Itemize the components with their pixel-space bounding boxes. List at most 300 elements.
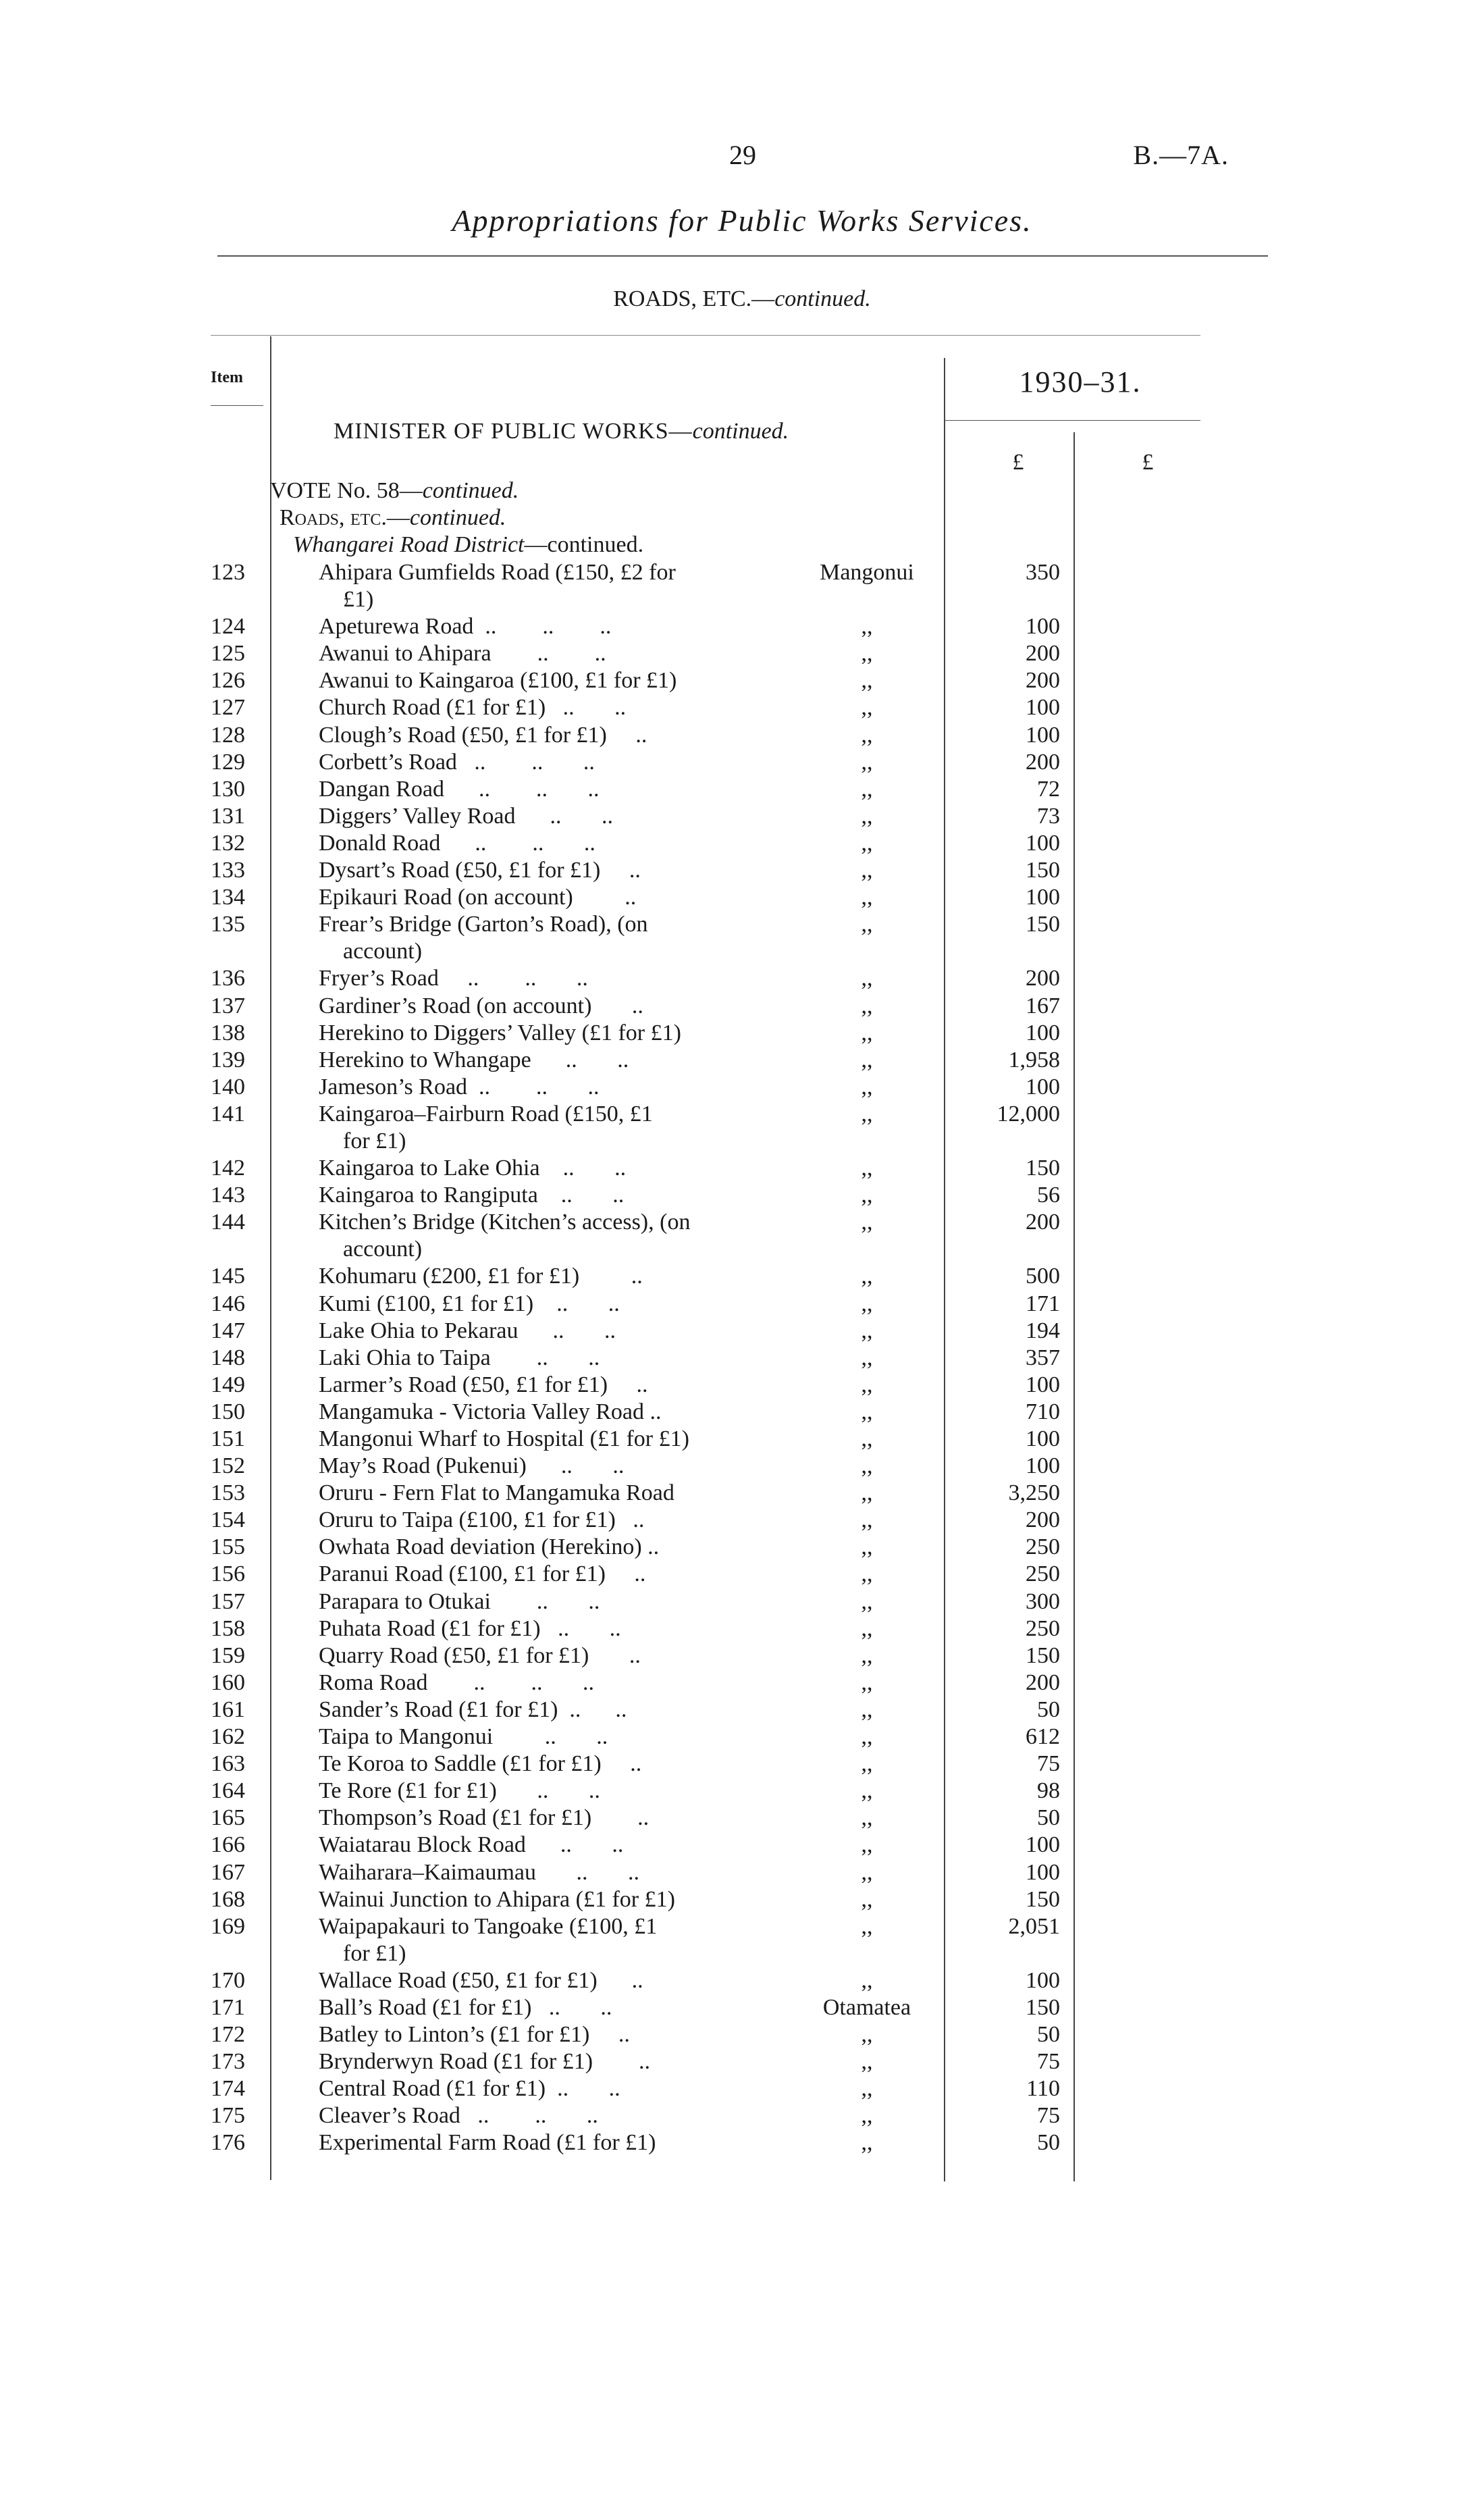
pound-header-1: £ <box>1012 450 1024 475</box>
item-district: ,, <box>861 1805 873 1831</box>
item-district: ,, <box>861 1615 873 1641</box>
item-description-line: Kaingaroa to Rangiputa .. .. <box>319 1183 625 1208</box>
item-amount: 100 <box>1026 695 1060 721</box>
item-district: ,, <box>861 1967 873 1993</box>
item-district: ,, <box>861 1183 873 1208</box>
item-description-continuation: £1) <box>343 587 374 613</box>
item-number: 152 <box>211 1453 245 1479</box>
item-amount: 150 <box>1026 1994 1060 2020</box>
item-description <box>319 1318 766 1345</box>
table-row <box>0 1994 1484 2021</box>
item-description <box>319 857 766 884</box>
item-header-rule <box>211 405 263 406</box>
item-description-line: Larmer’s Road (£50, £1 for £1) .. <box>319 1372 648 1397</box>
item-number: 162 <box>211 1724 245 1750</box>
item-district: ,, <box>861 2076 873 2102</box>
item-amount: 75 <box>1037 1751 1060 1777</box>
item-description <box>319 1724 766 1751</box>
table-row <box>0 1263 1484 1290</box>
item-district: ,, <box>861 695 873 721</box>
table-row <box>0 1669 1484 1696</box>
table-row <box>0 1453 1484 1480</box>
item-amount: 150 <box>1026 1156 1060 1181</box>
item-description <box>319 1615 766 1642</box>
item-district: ,, <box>861 1399 873 1424</box>
item-district: ,, <box>861 912 873 937</box>
item-description <box>319 1886 766 1913</box>
item-district: ,, <box>861 803 873 829</box>
item-amount: 75 <box>1037 2103 1060 2129</box>
item-description-continuation: account) <box>343 1237 423 1262</box>
table-row <box>0 1805 1484 1832</box>
item-number: 155 <box>211 1534 245 1560</box>
item-description <box>319 1778 766 1805</box>
table-row <box>0 1047 1484 1074</box>
item-description-line: Laki Ohia to Taipa .. .. <box>319 1345 600 1370</box>
item-district: ,, <box>861 641 873 667</box>
ministry-italic: continued. <box>692 419 789 444</box>
item-description-line: Kohumaru (£200, £1 for £1) .. <box>319 1264 643 1289</box>
items-list <box>0 559 1484 2157</box>
item-number: 159 <box>211 1642 245 1668</box>
item-number: 149 <box>211 1372 245 1397</box>
item-number: 132 <box>211 830 245 856</box>
table-row <box>0 559 1484 613</box>
item-description-line: Church Road (£1 for £1) .. .. <box>319 695 627 721</box>
item-description-line: Herekino to Whangape .. .. <box>319 1047 629 1072</box>
item-description-line: Batley to Linton’s (£1 for £1) .. <box>319 2022 630 2048</box>
item-amount: 150 <box>1026 912 1060 937</box>
item-amount: 200 <box>1026 641 1060 667</box>
item-description <box>319 1832 766 1859</box>
item-number: 138 <box>211 1020 245 1045</box>
item-description-line: Awanui to Kaingaroa (£100, £1 for £1) <box>319 668 677 694</box>
item-description-line: Kaingaroa to Lake Ohia .. .. <box>319 1156 627 1181</box>
item-description-line: Waiatarau Block Road .. .. <box>319 1832 624 1858</box>
item-district: ,, <box>861 1534 873 1560</box>
item-amount: 167 <box>1026 993 1060 1018</box>
table-row <box>0 993 1484 1020</box>
item-number: 168 <box>211 1886 245 1912</box>
item-number: 148 <box>211 1345 245 1370</box>
item-amount: 250 <box>1026 1534 1060 1560</box>
item-description <box>319 2102 766 2129</box>
section-title <box>0 286 1484 312</box>
item-description-line: Wallace Road (£50, £1 for £1) .. <box>319 1967 643 1993</box>
item-district: ,, <box>861 1724 873 1750</box>
item-amount: 50 <box>1037 1805 1060 1831</box>
item-district: ,, <box>861 1588 873 1614</box>
section-title-main: ROADS, ETC.— <box>613 286 775 311</box>
item-amount: 357 <box>1026 1345 1060 1370</box>
item-description <box>319 1480 766 1507</box>
item-description-line: Puhata Road (£1 for £1) .. .. <box>319 1615 621 1641</box>
item-amount: 75 <box>1037 2049 1060 2075</box>
item-district: ,, <box>861 1291 873 1316</box>
item-description <box>319 1534 766 1561</box>
item-district: ,, <box>861 1669 873 1695</box>
item-district: ,, <box>861 1453 873 1479</box>
item-number: 165 <box>211 1805 245 1831</box>
item-description-line: Paranui Road (£100, £1 for £1) .. <box>319 1561 646 1587</box>
table-row <box>0 1507 1484 1534</box>
item-description-line: Ahipara Gumfields Road (£150, £2 for <box>319 560 676 585</box>
item-amount: 150 <box>1026 1642 1060 1668</box>
item-district: ,, <box>861 858 873 883</box>
item-description <box>319 911 766 965</box>
item-number: 135 <box>211 912 245 937</box>
item-district: ,, <box>861 1101 873 1126</box>
item-number: 151 <box>211 1426 245 1451</box>
item-description-line: Waiharara–Kaimaumau .. .. <box>319 1859 639 1885</box>
district-italic: Whangarei Road District <box>293 532 525 557</box>
item-amount: 500 <box>1026 1264 1060 1289</box>
item-description <box>319 1182 766 1209</box>
year-header: 1930–31. <box>1019 365 1142 398</box>
item-amount: 110 <box>1026 2076 1060 2102</box>
item-description-line: Apeturewa Road .. .. .. <box>319 614 612 640</box>
table-row <box>0 803 1484 830</box>
item-district: ,, <box>861 885 873 910</box>
table-row <box>0 1967 1484 1994</box>
item-district: ,, <box>861 1832 873 1858</box>
table-row <box>0 667 1484 694</box>
item-number: 124 <box>211 614 245 640</box>
item-amount: 100 <box>1026 1967 1060 1993</box>
item-description-line: Wainui Junction to Ahipara (£1 for £1) <box>319 1886 675 1912</box>
item-district: ,, <box>861 668 873 694</box>
item-district: Otamatea <box>822 1994 911 2020</box>
roads-heading <box>280 505 506 531</box>
item-amount: 612 <box>1026 1724 1060 1750</box>
item-description <box>319 776 766 803</box>
item-amount: 50 <box>1037 2022 1060 2048</box>
item-description-line: Mangonui Wharf to Hospital (£1 for £1) <box>319 1426 689 1451</box>
table-row <box>0 884 1484 911</box>
table-top-rule <box>211 335 1200 336</box>
district-rest: —continued. <box>524 532 644 557</box>
item-description-line: Te Rore (£1 for £1) .. .. <box>319 1778 600 1804</box>
item-number: 176 <box>211 2130 245 2156</box>
item-district: ,, <box>861 776 873 802</box>
item-description <box>319 1751 766 1778</box>
item-amount: 350 <box>1026 560 1060 585</box>
item-amount: 50 <box>1037 1696 1060 1722</box>
table-row <box>0 1886 1484 1913</box>
item-description-line: Gardiner’s Road (on account) .. <box>319 993 643 1018</box>
vote-italic: continued. <box>422 478 519 503</box>
item-description <box>319 884 766 911</box>
item-district: ,, <box>861 2049 873 2075</box>
item-district: ,, <box>861 614 873 640</box>
item-amount: 73 <box>1037 803 1060 829</box>
table-row <box>0 613 1484 640</box>
item-amount: 100 <box>1026 722 1060 748</box>
item-description-continuation: for £1) <box>343 1128 406 1154</box>
item-description <box>319 1155 766 1182</box>
table-row <box>0 722 1484 749</box>
item-description <box>319 830 766 857</box>
item-description <box>319 1696 766 1724</box>
table-row <box>0 1291 1484 1318</box>
item-description-line: Central Road (£1 for £1) .. .. <box>319 2076 620 2102</box>
item-description <box>319 559 766 613</box>
item-district: ,, <box>861 2130 873 2156</box>
item-description-line: Lake Ohia to Pekarau .. .. <box>319 1318 616 1343</box>
item-description-line: Parapara to Otukai .. .. <box>319 1588 600 1614</box>
item-number: 175 <box>211 2103 245 2129</box>
item-number: 145 <box>211 1264 245 1289</box>
item-number: 127 <box>211 695 245 721</box>
item-district: ,, <box>861 1345 873 1370</box>
item-number: 123 <box>211 560 245 585</box>
item-amount: 150 <box>1026 858 1060 883</box>
item-amount: 200 <box>1026 966 1060 991</box>
vote-main: VOTE No. 58— <box>270 478 423 503</box>
item-district: ,, <box>861 1913 873 1939</box>
item-number: 171 <box>211 1994 245 2020</box>
item-number: 141 <box>211 1101 245 1126</box>
item-description <box>319 1291 766 1318</box>
item-number: 154 <box>211 1507 245 1533</box>
table-row <box>0 2075 1484 2102</box>
page-title: Appropriations for Public Works Services. <box>452 203 1032 238</box>
item-amount: 100 <box>1026 614 1060 640</box>
item-description-line: Epikauri Road (on account) .. <box>319 885 637 910</box>
table-row <box>0 2129 1484 2156</box>
item-district: ,, <box>861 1642 873 1668</box>
table-row <box>0 965 1484 992</box>
item-district: ,, <box>861 830 873 856</box>
item-description-line: Thompson’s Road (£1 for £1) .. <box>319 1805 650 1831</box>
table-row <box>0 2102 1484 2129</box>
item-district: ,, <box>861 1156 873 1181</box>
table-row <box>0 1642 1484 1669</box>
item-description <box>319 694 766 721</box>
item-description-line: Clough’s Road (£50, £1 for £1) .. <box>319 722 647 748</box>
item-amount: 100 <box>1026 1453 1060 1479</box>
item-amount: 250 <box>1026 1561 1060 1587</box>
table-row <box>0 1101 1484 1155</box>
item-amount: 100 <box>1026 1859 1060 1885</box>
item-district: ,, <box>861 1047 873 1072</box>
table-row <box>0 2021 1484 2048</box>
item-description <box>319 1994 766 2021</box>
item-description <box>319 993 766 1020</box>
item-number: 158 <box>211 1615 245 1641</box>
item-number: 136 <box>211 966 245 991</box>
item-district: ,, <box>861 1696 873 1722</box>
item-description <box>319 1453 766 1480</box>
item-description-line: Kaingaroa–Fairburn Road (£150, £1 <box>319 1101 653 1126</box>
item-header: Item <box>211 369 243 386</box>
item-number: 173 <box>211 2049 245 2075</box>
table-row <box>0 1561 1484 1588</box>
item-number: 153 <box>211 1480 245 1506</box>
item-district: ,, <box>861 1561 873 1587</box>
item-description-line: Brynderwyn Road (£1 for £1) .. <box>319 2049 651 2075</box>
item-number: 128 <box>211 722 245 748</box>
item-description-line: Dangan Road .. .. .. <box>319 776 600 802</box>
table-row <box>0 776 1484 803</box>
item-description-line: Sander’s Road (£1 for £1) .. .. <box>319 1696 627 1722</box>
table-row <box>0 1724 1484 1751</box>
item-description-line: Oruru - Fern Flat to Mangamuka Road <box>319 1480 674 1506</box>
table-row <box>0 694 1484 721</box>
item-number: 143 <box>211 1183 245 1208</box>
item-district: ,, <box>861 722 873 748</box>
item-description <box>319 1805 766 1832</box>
item-district: ,, <box>861 2022 873 2048</box>
item-description-line: Corbett’s Road .. .. .. <box>319 749 595 775</box>
item-district: ,, <box>861 1426 873 1451</box>
item-amount: 194 <box>1026 1318 1060 1343</box>
item-district: ,, <box>861 993 873 1018</box>
table-row <box>0 1588 1484 1615</box>
item-description-line: Dysart’s Road (£50, £1 for £1) .. <box>319 858 641 883</box>
table-row <box>0 1751 1484 1778</box>
table-row <box>0 1534 1484 1561</box>
item-district: ,, <box>861 1778 873 1804</box>
item-number: 137 <box>211 993 245 1018</box>
table-row <box>0 830 1484 857</box>
item-number: 170 <box>211 1967 245 1993</box>
item-description <box>319 803 766 830</box>
item-description-line: May’s Road (Pukenui) .. .. <box>319 1453 625 1479</box>
item-description <box>319 1372 766 1399</box>
section-title-italic: continued. <box>774 286 871 311</box>
table-row <box>0 857 1484 884</box>
item-number: 133 <box>211 858 245 883</box>
item-description <box>319 965 766 992</box>
item-amount: 200 <box>1026 1210 1060 1235</box>
item-amount: 1,958 <box>1008 1047 1060 1072</box>
item-description <box>319 640 766 667</box>
item-number: 172 <box>211 2022 245 2048</box>
item-description <box>319 667 766 694</box>
item-district: ,, <box>861 1372 873 1397</box>
item-description-line: Fryer’s Road .. .. .. <box>319 966 588 991</box>
item-amount: 50 <box>1037 2130 1060 2156</box>
document-code: B.—7A. <box>1133 140 1229 170</box>
table-row <box>0 1913 1484 1967</box>
item-description-line: Herekino to Diggers’ Valley (£1 for £1) <box>319 1020 681 1045</box>
table-row <box>0 1182 1484 1209</box>
item-district: ,, <box>861 1020 873 1045</box>
table-row <box>0 1020 1484 1047</box>
item-amount: 56 <box>1037 1183 1060 1208</box>
item-description-line: Kitchen’s Bridge (Kitchen’s access), (on <box>319 1210 691 1235</box>
table-row <box>0 911 1484 965</box>
pound-header-2: £ <box>1142 450 1154 475</box>
item-number: 167 <box>211 1859 245 1885</box>
item-description-line: Owhata Road deviation (Herekino) .. <box>319 1534 660 1560</box>
item-amount: 100 <box>1026 1832 1060 1858</box>
item-description <box>319 1913 766 1967</box>
table-row <box>0 2048 1484 2075</box>
item-number: 164 <box>211 1778 245 1804</box>
table-row <box>0 1859 1484 1886</box>
item-amount: 2,051 <box>1008 1913 1060 1939</box>
item-amount: 200 <box>1026 668 1060 694</box>
item-number: 142 <box>211 1156 245 1181</box>
item-description-line: Roma Road .. .. .. <box>319 1669 594 1695</box>
item-description <box>319 722 766 749</box>
item-amount: 710 <box>1026 1399 1060 1424</box>
item-description <box>319 1642 766 1669</box>
item-description-line: Te Koroa to Saddle (£1 for £1) .. <box>319 1751 642 1777</box>
item-district: Mangonui <box>820 560 914 585</box>
item-amount: 100 <box>1026 1372 1060 1397</box>
ministry-heading <box>334 419 789 444</box>
item-amount: 100 <box>1026 1426 1060 1451</box>
item-description <box>319 613 766 640</box>
item-district: ,, <box>861 1886 873 1912</box>
item-description <box>319 2129 766 2156</box>
table-row <box>0 1372 1484 1399</box>
item-amount: 72 <box>1037 776 1060 802</box>
item-district: ,, <box>861 1074 873 1099</box>
item-description <box>319 1561 766 1588</box>
year-header-rule <box>945 420 1200 421</box>
item-description <box>319 1101 766 1155</box>
item-number: 130 <box>211 776 245 802</box>
item-description <box>319 1074 766 1101</box>
item-number: 169 <box>211 1913 245 1939</box>
item-description <box>319 1426 766 1453</box>
item-district: ,, <box>861 966 873 991</box>
item-number: 166 <box>211 1832 245 1858</box>
item-description <box>319 2048 766 2075</box>
item-description <box>319 2021 766 2048</box>
item-description <box>319 749 766 776</box>
item-number: 163 <box>211 1751 245 1777</box>
title-rule <box>217 255 1268 257</box>
table-row <box>0 1696 1484 1724</box>
district-heading <box>293 532 643 558</box>
table-row <box>0 1209 1484 1263</box>
table-row <box>0 1155 1484 1182</box>
page-number: 29 <box>729 140 756 170</box>
table-row <box>0 1832 1484 1859</box>
item-amount: 250 <box>1026 1615 1060 1641</box>
table-row <box>0 1345 1484 1372</box>
item-description <box>319 1967 766 1994</box>
item-description <box>319 1209 766 1263</box>
table-row <box>0 1778 1484 1805</box>
item-district: ,, <box>861 1210 873 1235</box>
item-description-line: Experimental Farm Road (£1 for £1) <box>319 2130 656 2156</box>
item-number: 129 <box>211 749 245 775</box>
item-district: ,, <box>861 1751 873 1777</box>
item-number: 157 <box>211 1588 245 1614</box>
item-description <box>319 1859 766 1886</box>
item-amount: 200 <box>1026 749 1060 775</box>
item-description-line: Diggers’ Valley Road .. .. <box>319 803 613 829</box>
item-number: 147 <box>211 1318 245 1343</box>
item-description-line: Jameson’s Road .. .. .. <box>319 1074 600 1099</box>
item-number: 134 <box>211 885 245 910</box>
item-amount: 100 <box>1026 885 1060 910</box>
item-district: ,, <box>861 2103 873 2129</box>
item-amount: 100 <box>1026 1074 1060 1099</box>
item-number: 161 <box>211 1696 245 1722</box>
item-district: ,, <box>861 749 873 775</box>
item-description <box>319 1047 766 1074</box>
table-row <box>0 640 1484 667</box>
item-number: 144 <box>211 1210 245 1235</box>
item-number: 139 <box>211 1047 245 1072</box>
